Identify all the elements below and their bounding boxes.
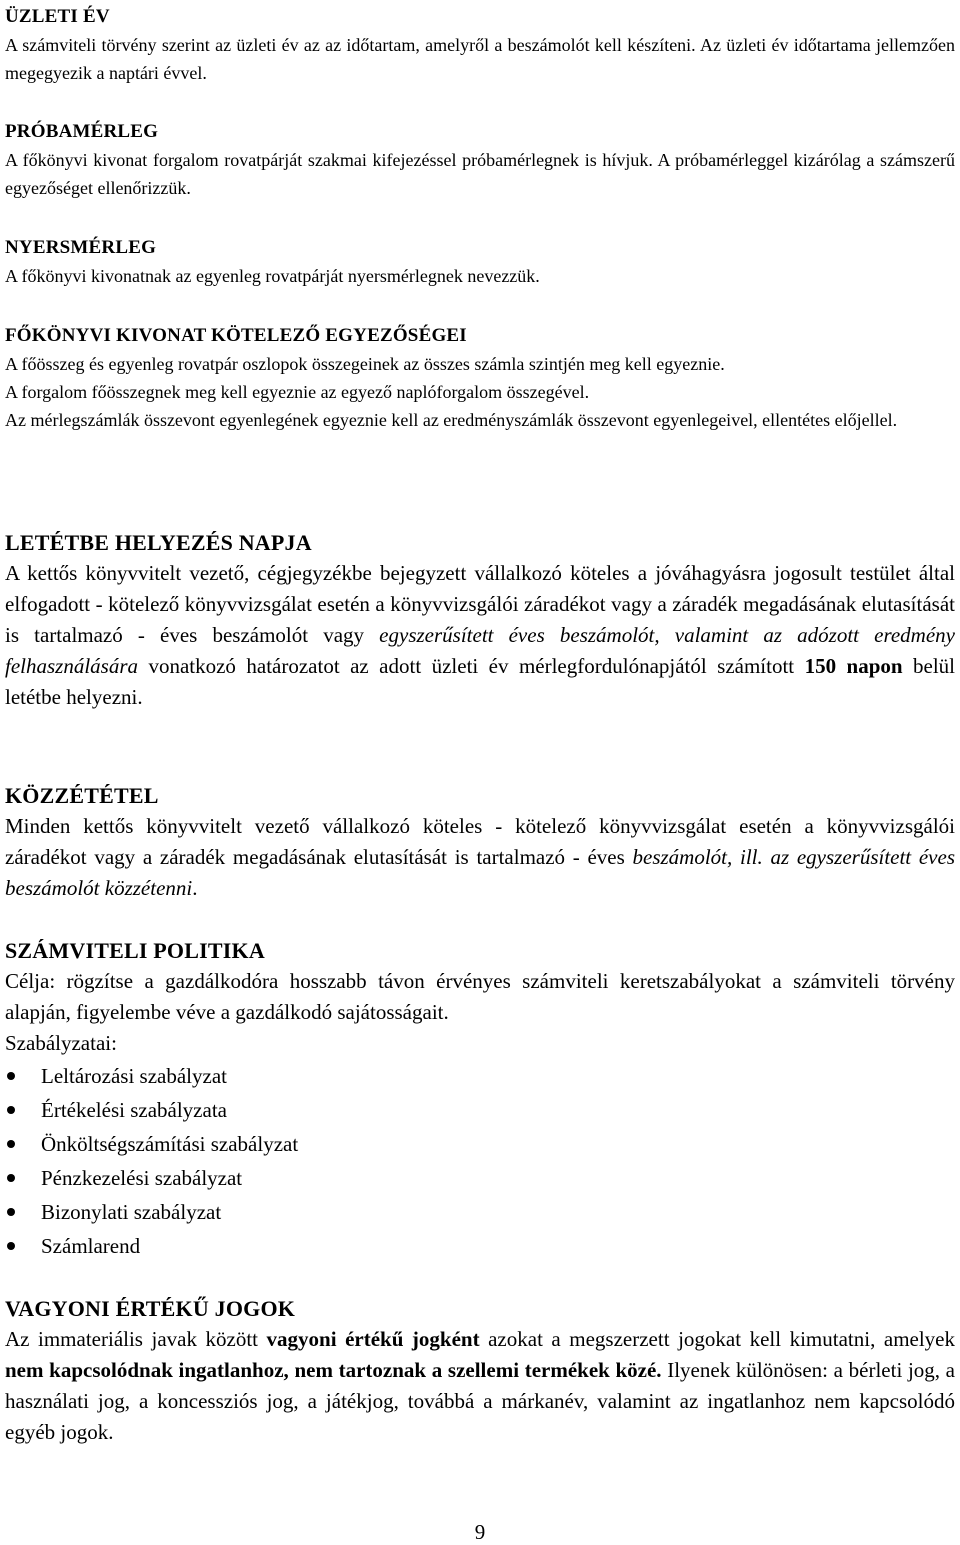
paragraph-kozzetetel: [5, 811, 955, 904]
paragraph-vagyoni-ertek: [5, 1324, 955, 1448]
text-run: .: [192, 876, 198, 900]
list-item-label: Önköltségszámítási szabályzat: [41, 1132, 299, 1156]
section-fokonyvi-kivonat: [5, 322, 955, 434]
paragraph-probamerleg: A főkönyvi kivonat forgalom rovatpárját szakmai kifejezéssel próbamérlegnek is hívjuk. A próbamérleggel kizárólag a számszerű egyezőséget ellenőrizzük.: [5, 150, 955, 198]
text-run: belül letétbe helyezni.: [5, 654, 955, 709]
section-uzleti-ev: [5, 3, 955, 87]
bullet-icon: [7, 1174, 15, 1182]
section-szamviteli-politika: [5, 935, 955, 1263]
paragraph-fokonyvi-kivonat-3: Az mérlegszámlák összevont egyenlegének egyeznie kell az eredményszámlák összevont egyenlegeivel, ellentétes előjellel.: [5, 410, 898, 430]
bold-run: 150 napon: [804, 654, 903, 678]
text-run: vonatkozó határozatot az adott üzleti év mérlegfordulónapjától számított: [138, 654, 805, 678]
text-run: azokat a megszerzett jogokat kell kimutatni, amelyek: [479, 1327, 955, 1351]
paragraph-szamviteli-politika: Célja: rögzítse a gazdálkodóra hosszabb távon érvényes számviteli keretszabályokat a számviteli törvény alapján, figyelembe véve a gazdálkodó sajátosságait.: [5, 969, 955, 1024]
italic-run: egyszerűsített éves beszámolót, valamint az adózott eredmény felhasználására: [5, 623, 955, 678]
bullet-icon: [7, 1140, 15, 1148]
bullet-icon: [7, 1242, 15, 1250]
list-intro: Szabályzatai:: [5, 1031, 117, 1055]
section-letetbe-helyezes: [5, 527, 955, 713]
list-item-label: Értékelési szabályzata: [41, 1098, 227, 1122]
paragraph-letetbe-helyezes: [5, 558, 955, 713]
bullet-icon: [7, 1072, 15, 1080]
list-item: [5, 1093, 955, 1127]
heading-probamerleg: PRÓBAMÉRLEG: [5, 121, 159, 142]
section-kozzetetel: [5, 780, 955, 904]
heading-vagyoni-ertek: VAGYONI ÉRTÉKŰ JOGOK: [5, 1296, 296, 1321]
list-item-label: Pénzkezelési szabályzat: [41, 1166, 243, 1190]
page-number: 9: [474, 1520, 486, 1544]
paragraph-nyersmerleg: A főkönyvi kivonatnak az egyenleg rovatpárját nyersmérlegnek nevezzük.: [5, 266, 540, 286]
bullet-icon: [7, 1208, 15, 1216]
list-item: [5, 1161, 955, 1195]
section-probamerleg: [5, 118, 955, 202]
bold-run: nem kapcsolódnak ingatlanhoz, nem tartoznak a szellemi termékek közé.: [5, 1358, 662, 1382]
italic-run: beszámolót, ill. az egyszerűsített éves beszámolót közzétenni: [5, 845, 955, 900]
bold-run: vagyoni értékű jogként: [266, 1327, 480, 1351]
paragraph-fokonyvi-kivonat-2: A forgalom főösszegnek meg kell egyeznie az egyező naplóforgalom összegével.: [5, 382, 590, 402]
text-run: A kettős könyvvitelt vezető, cégjegyzékbe bejegyzett vállalkozó köteles a jóváhagyásra jogosult testület által elfogadott - kötelező könyvvizsgálat esetén a könyvvizsgálói záradékot vagy a záradék megadásának elutasítását is tartalmazó - éves beszámolót vagy: [5, 561, 955, 647]
list-item: [5, 1195, 955, 1229]
heading-nyersmerleg: NYERSMÉRLEG: [5, 237, 157, 258]
list-item-label: Leltározási szabályzat: [41, 1064, 227, 1088]
heading-uzleti-ev: ÜZLETI ÉV: [5, 6, 110, 27]
section-vagyoni-ertek: [5, 1293, 955, 1448]
text-run: Az immateriális javak között: [5, 1327, 267, 1351]
text-run: Minden kettős könyvvitelt vezető vállalkozó köteles - kötelező könyvvizsgálat esetén a könyvvizsgálói záradékot vagy a záradék megadásának elutasítását is tartalmazó - éves: [5, 814, 955, 869]
heading-letetbe-helyezes: LETÉTBE HELYEZÉS NAPJA: [5, 530, 312, 555]
heading-kozzetetel: KÖZZÉTÉTEL: [5, 783, 159, 808]
list-item: [5, 1059, 955, 1093]
text-run: Ilyenek különösen: a bérleti jog, a használati jog, a koncessziós jog, a játékjog, továbbá a márkanév, valamint az ingatlanhoz nem kapcsolódó egyéb jogok.: [5, 1358, 956, 1444]
heading-szamviteli-politika: SZÁMVITELI POLITIKA: [5, 938, 265, 963]
list-item-label: Számlarend: [41, 1234, 141, 1258]
list-item: [5, 1127, 955, 1161]
bullet-icon: [7, 1106, 15, 1114]
section-nyersmerleg: [5, 234, 955, 290]
heading-fokonyvi-kivonat: FŐKÖNYVI KIVONAT KÖTELEZŐ EGYEZŐSÉGEI: [5, 325, 467, 346]
paragraph-fokonyvi-kivonat-1: A főösszeg és egyenleg rovatpár oszlopok összegeinek az összes számla szintjén meg kell egyeznie.: [5, 354, 725, 374]
list-item-label: Bizonylati szabályzat: [41, 1200, 222, 1224]
list-item: [5, 1229, 955, 1263]
policy-list: [5, 1059, 955, 1263]
paragraph-uzleti-ev: A számviteli törvény szerint az üzleti év az az időtartam, amelyről a beszámolót kell készíteni. Az üzleti év időtartama jellemzően megegyezik a naptári évvel.: [5, 35, 955, 83]
